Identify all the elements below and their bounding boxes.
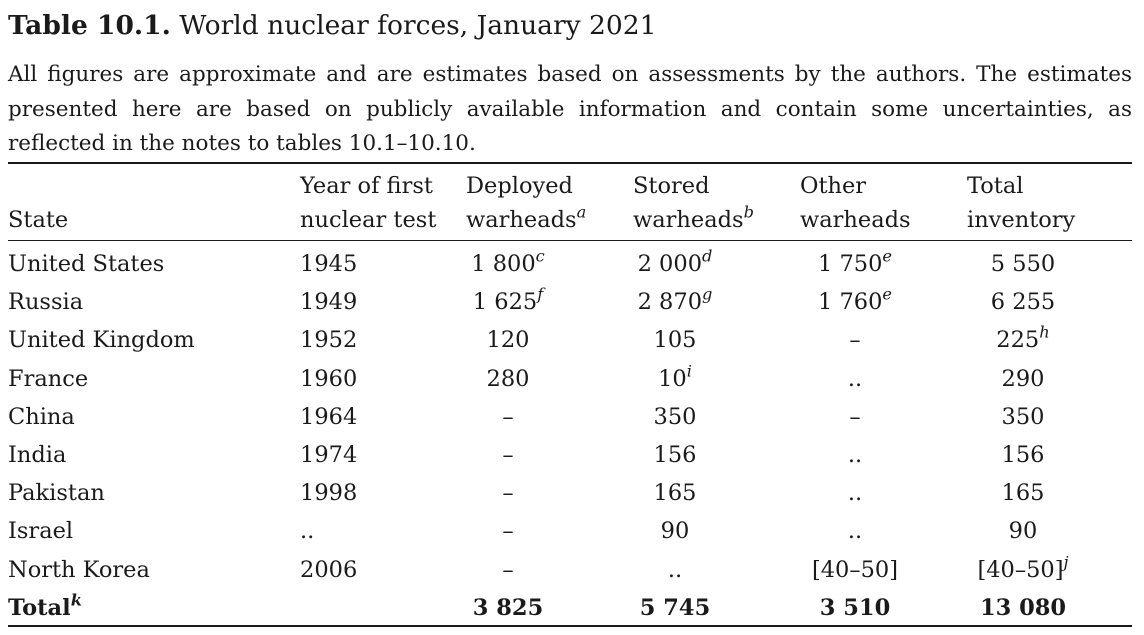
cell-value: 1 625	[472, 289, 538, 315]
footnote-marker: c	[535, 246, 545, 266]
cell-first-test	[300, 515, 360, 547]
cell-value: 1949	[300, 289, 358, 315]
column-header-text: warheads	[633, 207, 744, 233]
cell-stored	[615, 401, 735, 433]
footnote-marker: i	[686, 361, 692, 381]
cell-value: 120	[486, 327, 530, 353]
cell-total	[958, 401, 1088, 433]
total-label-text: Total	[8, 595, 71, 621]
cell-value: ..	[847, 442, 863, 468]
cell-value: 1964	[300, 404, 358, 430]
cell-other	[795, 401, 915, 433]
total-label	[8, 592, 82, 624]
column-header-text: Stored	[633, 173, 710, 199]
cell-stored	[615, 248, 735, 280]
cell-value: [40–50]	[977, 557, 1064, 583]
cell-first-test	[300, 363, 360, 395]
state-name: Israel	[8, 518, 74, 544]
column-header-text: Total	[967, 173, 1024, 199]
cell-value: 6 255	[990, 289, 1056, 315]
cell-first-test	[300, 248, 360, 280]
header-rule	[8, 240, 1132, 241]
cell-first-test	[300, 324, 360, 356]
cell-total	[958, 363, 1088, 395]
cell-value: 90	[660, 518, 690, 544]
cell-value: 2 000	[637, 251, 703, 277]
footnote-marker: e	[882, 284, 892, 304]
column-header-text: nuclear test	[300, 207, 437, 233]
column-header-deployed	[466, 204, 586, 237]
cell-total	[958, 477, 1088, 509]
column-header-stored	[633, 204, 754, 237]
cell-value: 10	[658, 366, 687, 392]
table-caption: World nuclear forces, January 2021	[170, 10, 657, 41]
cell-value: –	[849, 404, 861, 430]
cell-value: 5 550	[990, 251, 1056, 277]
cell-value: 156	[1001, 442, 1045, 468]
cell-value: 290	[1001, 366, 1045, 392]
footnote-marker: k	[70, 590, 82, 610]
cell-value: ..	[847, 518, 863, 544]
cell-total	[958, 286, 1088, 318]
table-title	[8, 8, 656, 44]
cell-deployed	[448, 324, 568, 356]
cell-value: 1 750	[817, 251, 883, 277]
column-header-other	[800, 170, 866, 203]
cell-deployed	[448, 554, 568, 586]
cell-value: 350	[653, 404, 697, 430]
cell-value: 1 760	[817, 289, 883, 315]
footnote-marker: h	[1039, 322, 1050, 342]
top-rule	[8, 162, 1132, 164]
column-header-text: Other	[800, 173, 867, 199]
state-name: India	[8, 442, 67, 468]
cell-stored	[615, 324, 735, 356]
cell-other	[795, 324, 915, 356]
state-name: North Korea	[8, 557, 150, 583]
cell-stored	[615, 286, 735, 318]
cell-total	[958, 248, 1088, 280]
table-intro: All figures are approximate and are estimates based on assessments by the authors. The estimates presented here are based on publicly available information and contain some uncertainties, as reflected in the notes to tables 10.1–10.10.	[8, 62, 1132, 156]
column-header-text: inventory	[967, 207, 1076, 233]
cell-value: 1 800	[471, 251, 536, 277]
cell-total	[958, 554, 1088, 586]
cell-other	[795, 515, 915, 547]
cell-deployed	[448, 248, 568, 280]
cell-value: 225	[996, 327, 1040, 353]
cell-value: –	[502, 518, 514, 544]
total-stored: 5 745	[639, 595, 711, 621]
total-deployed: 3 825	[472, 595, 544, 621]
state-name: France	[8, 366, 89, 392]
column-header-text: warheads	[466, 207, 577, 233]
column-header-total	[967, 204, 1075, 237]
cell-stored	[615, 515, 735, 547]
cell-value: 165	[653, 480, 697, 506]
cell-total	[958, 515, 1088, 547]
cell-value: 350	[1001, 404, 1045, 430]
cell-value: 1974	[300, 442, 358, 468]
cell-value: –	[849, 327, 861, 353]
column-header-text: warheads	[800, 207, 911, 233]
cell-total	[958, 324, 1088, 356]
state-name: China	[8, 404, 75, 430]
bottom-rule	[8, 625, 1132, 627]
column-header-total	[967, 170, 1023, 203]
cell-value: 165	[1001, 480, 1045, 506]
cell-value: 90	[1008, 518, 1038, 544]
column-header-first-test	[300, 204, 436, 237]
total-total: 13 080	[979, 595, 1067, 621]
column-header-first-test	[300, 170, 433, 203]
total-other: 3 510	[819, 595, 891, 621]
column-header-text: Year of first	[300, 173, 433, 199]
cell-value: ..	[847, 480, 863, 506]
cell-first-test	[300, 439, 360, 471]
table-number: Table 10.1.	[8, 10, 171, 41]
cell-value: –	[502, 557, 514, 583]
cell-other	[795, 477, 915, 509]
column-header-other	[800, 204, 911, 237]
cell-total	[958, 439, 1088, 471]
cell-value: 2006	[300, 557, 358, 583]
cell-first-test	[300, 286, 360, 318]
cell-value: –	[502, 480, 514, 506]
cell-first-test	[300, 477, 360, 509]
cell-value: [40–50]	[811, 557, 899, 583]
footnote-marker: a	[576, 202, 587, 222]
cell-deployed	[448, 363, 568, 395]
cell-first-test	[300, 554, 360, 586]
column-header-deployed	[466, 170, 573, 203]
cell-deployed	[448, 515, 568, 547]
cell-value: –	[502, 442, 514, 468]
cell-other	[795, 439, 915, 471]
state-name: Russia	[8, 289, 84, 315]
cell-value: 1945	[300, 251, 358, 277]
cell-other	[795, 248, 915, 280]
cell-value: 280	[486, 366, 530, 392]
column-header-stored	[633, 170, 709, 203]
footnote-marker: j	[1063, 552, 1069, 572]
cell-stored	[615, 477, 735, 509]
cell-other	[795, 363, 915, 395]
cell-first-test	[300, 401, 360, 433]
column-header-text: Deployed	[466, 173, 573, 199]
state-name: Pakistan	[8, 480, 105, 506]
footnote-marker: e	[882, 246, 892, 266]
cell-value: ..	[300, 518, 315, 544]
cell-value: 105	[653, 327, 697, 353]
cell-deployed	[448, 439, 568, 471]
cell-value: 156	[653, 442, 697, 468]
footnote-marker: g	[702, 284, 713, 304]
state-name: United States	[8, 251, 165, 277]
cell-value: 1960	[300, 366, 358, 392]
footnote-marker: b	[743, 202, 754, 222]
cell-stored	[615, 554, 735, 586]
cell-stored	[615, 439, 735, 471]
cell-stored	[615, 363, 735, 395]
cell-value: 1952	[300, 327, 358, 353]
cell-deployed	[448, 286, 568, 318]
cell-other	[795, 286, 915, 318]
cell-value: ..	[847, 366, 863, 392]
column-header-state	[8, 204, 68, 237]
cell-value: –	[502, 404, 514, 430]
footnote-marker: f	[537, 284, 544, 304]
cell-deployed	[448, 401, 568, 433]
footnote-marker: d	[702, 246, 713, 266]
state-name: United Kingdom	[8, 327, 195, 353]
cell-deployed	[448, 477, 568, 509]
column-header-text: State	[8, 207, 69, 233]
cell-value: 1998	[300, 480, 358, 506]
cell-value: 2 870	[637, 289, 703, 315]
cell-other	[795, 554, 915, 586]
cell-value: ..	[667, 557, 683, 583]
